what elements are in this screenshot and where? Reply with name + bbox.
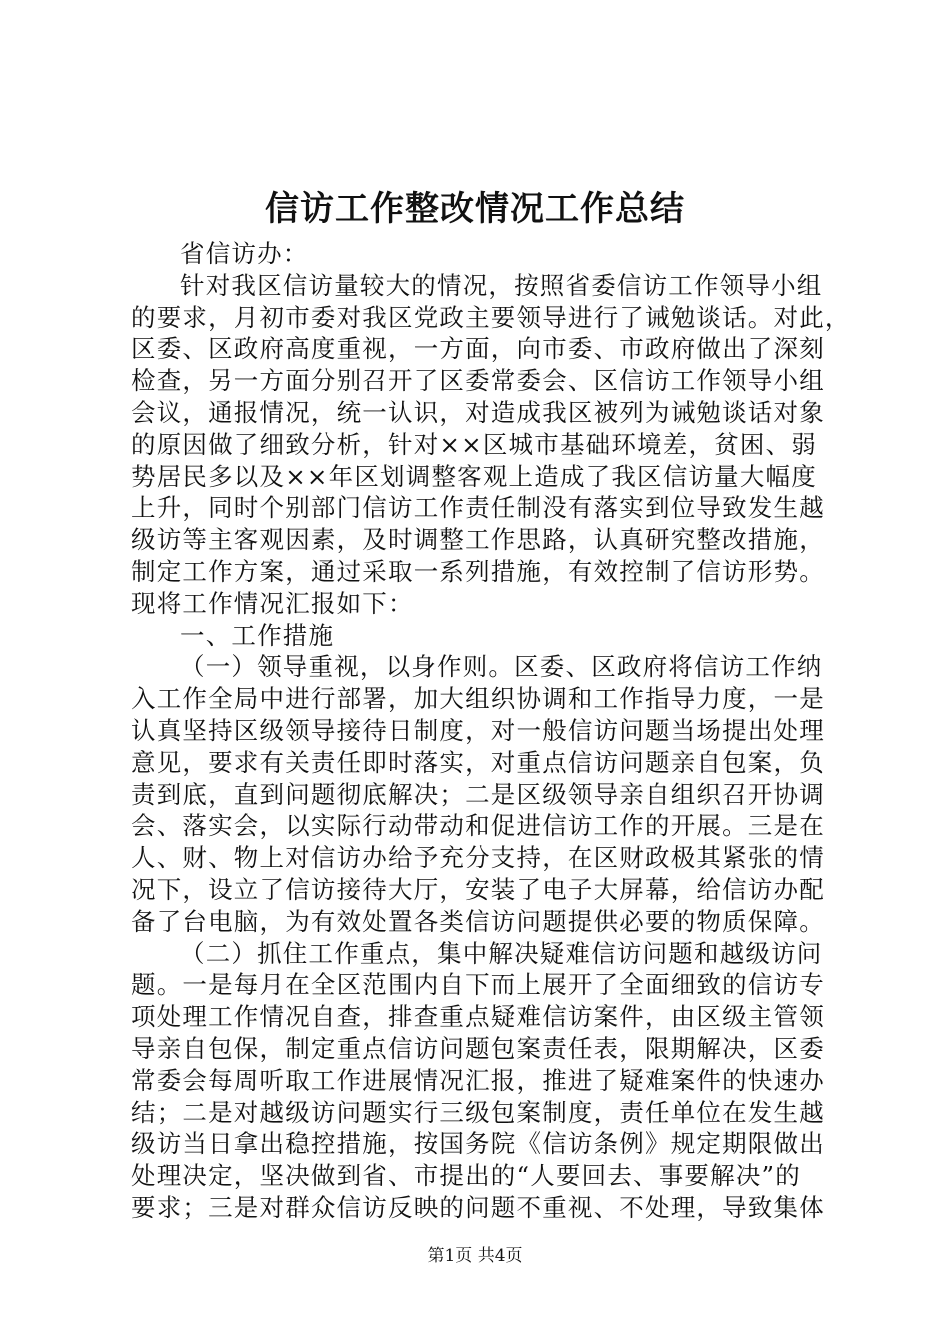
paragraph-line: 区委、区政府高度重视，一方面，向市委、市政府做出了深刻 (131, 334, 825, 364)
salutation-line: 省信访办： (180, 239, 309, 268)
paragraph-line: 备了台电脑，为有效处置各类信访问题提供必要的物质保障。 (131, 906, 825, 936)
paragraph-line: 势居民多以及××年区划调整客观上造成了我区信访量大幅度 (131, 461, 817, 491)
paragraph-line: 项处理工作情况自查，排查重点疑难信访案件，由区级主管领 (131, 1002, 825, 1032)
paragraph-line: 常委会每周听取工作进展情况汇报，推进了疑难案件的快速办 (131, 1065, 825, 1095)
paragraph-line: 况下，设立了信访接待大厅，安装了电子大屏幕，给信访办配 (131, 874, 825, 904)
paragraph-line: 题。一是每月在全区范围内自下而上展开了全面细致的信访专 (131, 970, 825, 1000)
paragraph-line: （一）领导重视，以身作则。区委、区政府将信访工作纳 (180, 652, 823, 682)
paragraph-line: 处理决定，坚决做到省、市提出的“人要回去、事要解决”的 (131, 1161, 801, 1191)
paragraph-line: 责到底，直到问题彻底解决；二是区级领导亲自组织召开协调 (131, 779, 825, 809)
paragraph-line: 制定工作方案，通过采取一系列措施，有效控制了信访形势。 (131, 556, 825, 586)
paragraph-line: 要求；三是对群众信访反映的问题不重视、不处理，导致集体 (131, 1192, 825, 1222)
paragraph-line: 的原因做了细致分析，针对××区城市基础环境差，贫困、弱 (131, 429, 817, 459)
page-footer: 第1页 共4页 (427, 1246, 523, 1266)
paragraph-line: 级访当日拿出稳控措施，按国务院《信访条例》规定期限做出 (131, 1129, 825, 1159)
paragraph-line: 入工作全局中进行部署，加大组织协调和工作指导力度，一是 (131, 684, 825, 714)
paragraph-line: 会议，通报情况，统一认识，对造成我区被列为诫勉谈话对象 (131, 397, 825, 427)
paragraph-line: 级访等主客观因素，及时调整工作思路，认真研究整改措施， (131, 525, 825, 555)
paragraph-line: 意见，要求有关责任即时落实，对重点信访问题亲自包案，负 (131, 747, 825, 777)
paragraph-line: 的要求，月初市委对我区党政主要领导进行了诫勉谈话。对此， (131, 302, 851, 332)
paragraph-line: 结；二是对越级访问题实行三级包案制度，责任单位在发生越 (131, 1097, 825, 1127)
paragraph-line: 人、财、物上对信访办给予充分支持，在区财政极其紧张的情 (131, 843, 825, 873)
paragraph-line: 针对我区信访量较大的情况，按照省委信访工作领导小组 (180, 270, 823, 300)
paragraph-line: 现将工作情况汇报如下： (131, 588, 414, 618)
document-body (131, 238, 851, 1224)
document-title: 信访工作整改情况工作总结 (265, 189, 685, 229)
paragraph-line: 导亲自包保，制定重点信访问题包案责任表，限期解决，区委 (131, 1033, 825, 1063)
paragraph-line: 会、落实会，以实际行动带动和促进信访工作的开展。三是在 (131, 811, 825, 841)
paragraph-line: 认真坚持区级领导接待日制度，对一般信访问题当场提出处理 (131, 715, 825, 745)
paragraph-line: （二）抓住工作重点，集中解决疑难信访问题和越级访问 (180, 938, 823, 968)
section-heading: 一、工作措施 (180, 620, 335, 650)
paragraph-line: 上升，同时个别部门信访工作责任制没有落实到位导致发生越 (131, 493, 825, 523)
paragraph-line: 检查，另一方面分别召开了区委常委会、区信访工作领导小组 (131, 366, 825, 396)
